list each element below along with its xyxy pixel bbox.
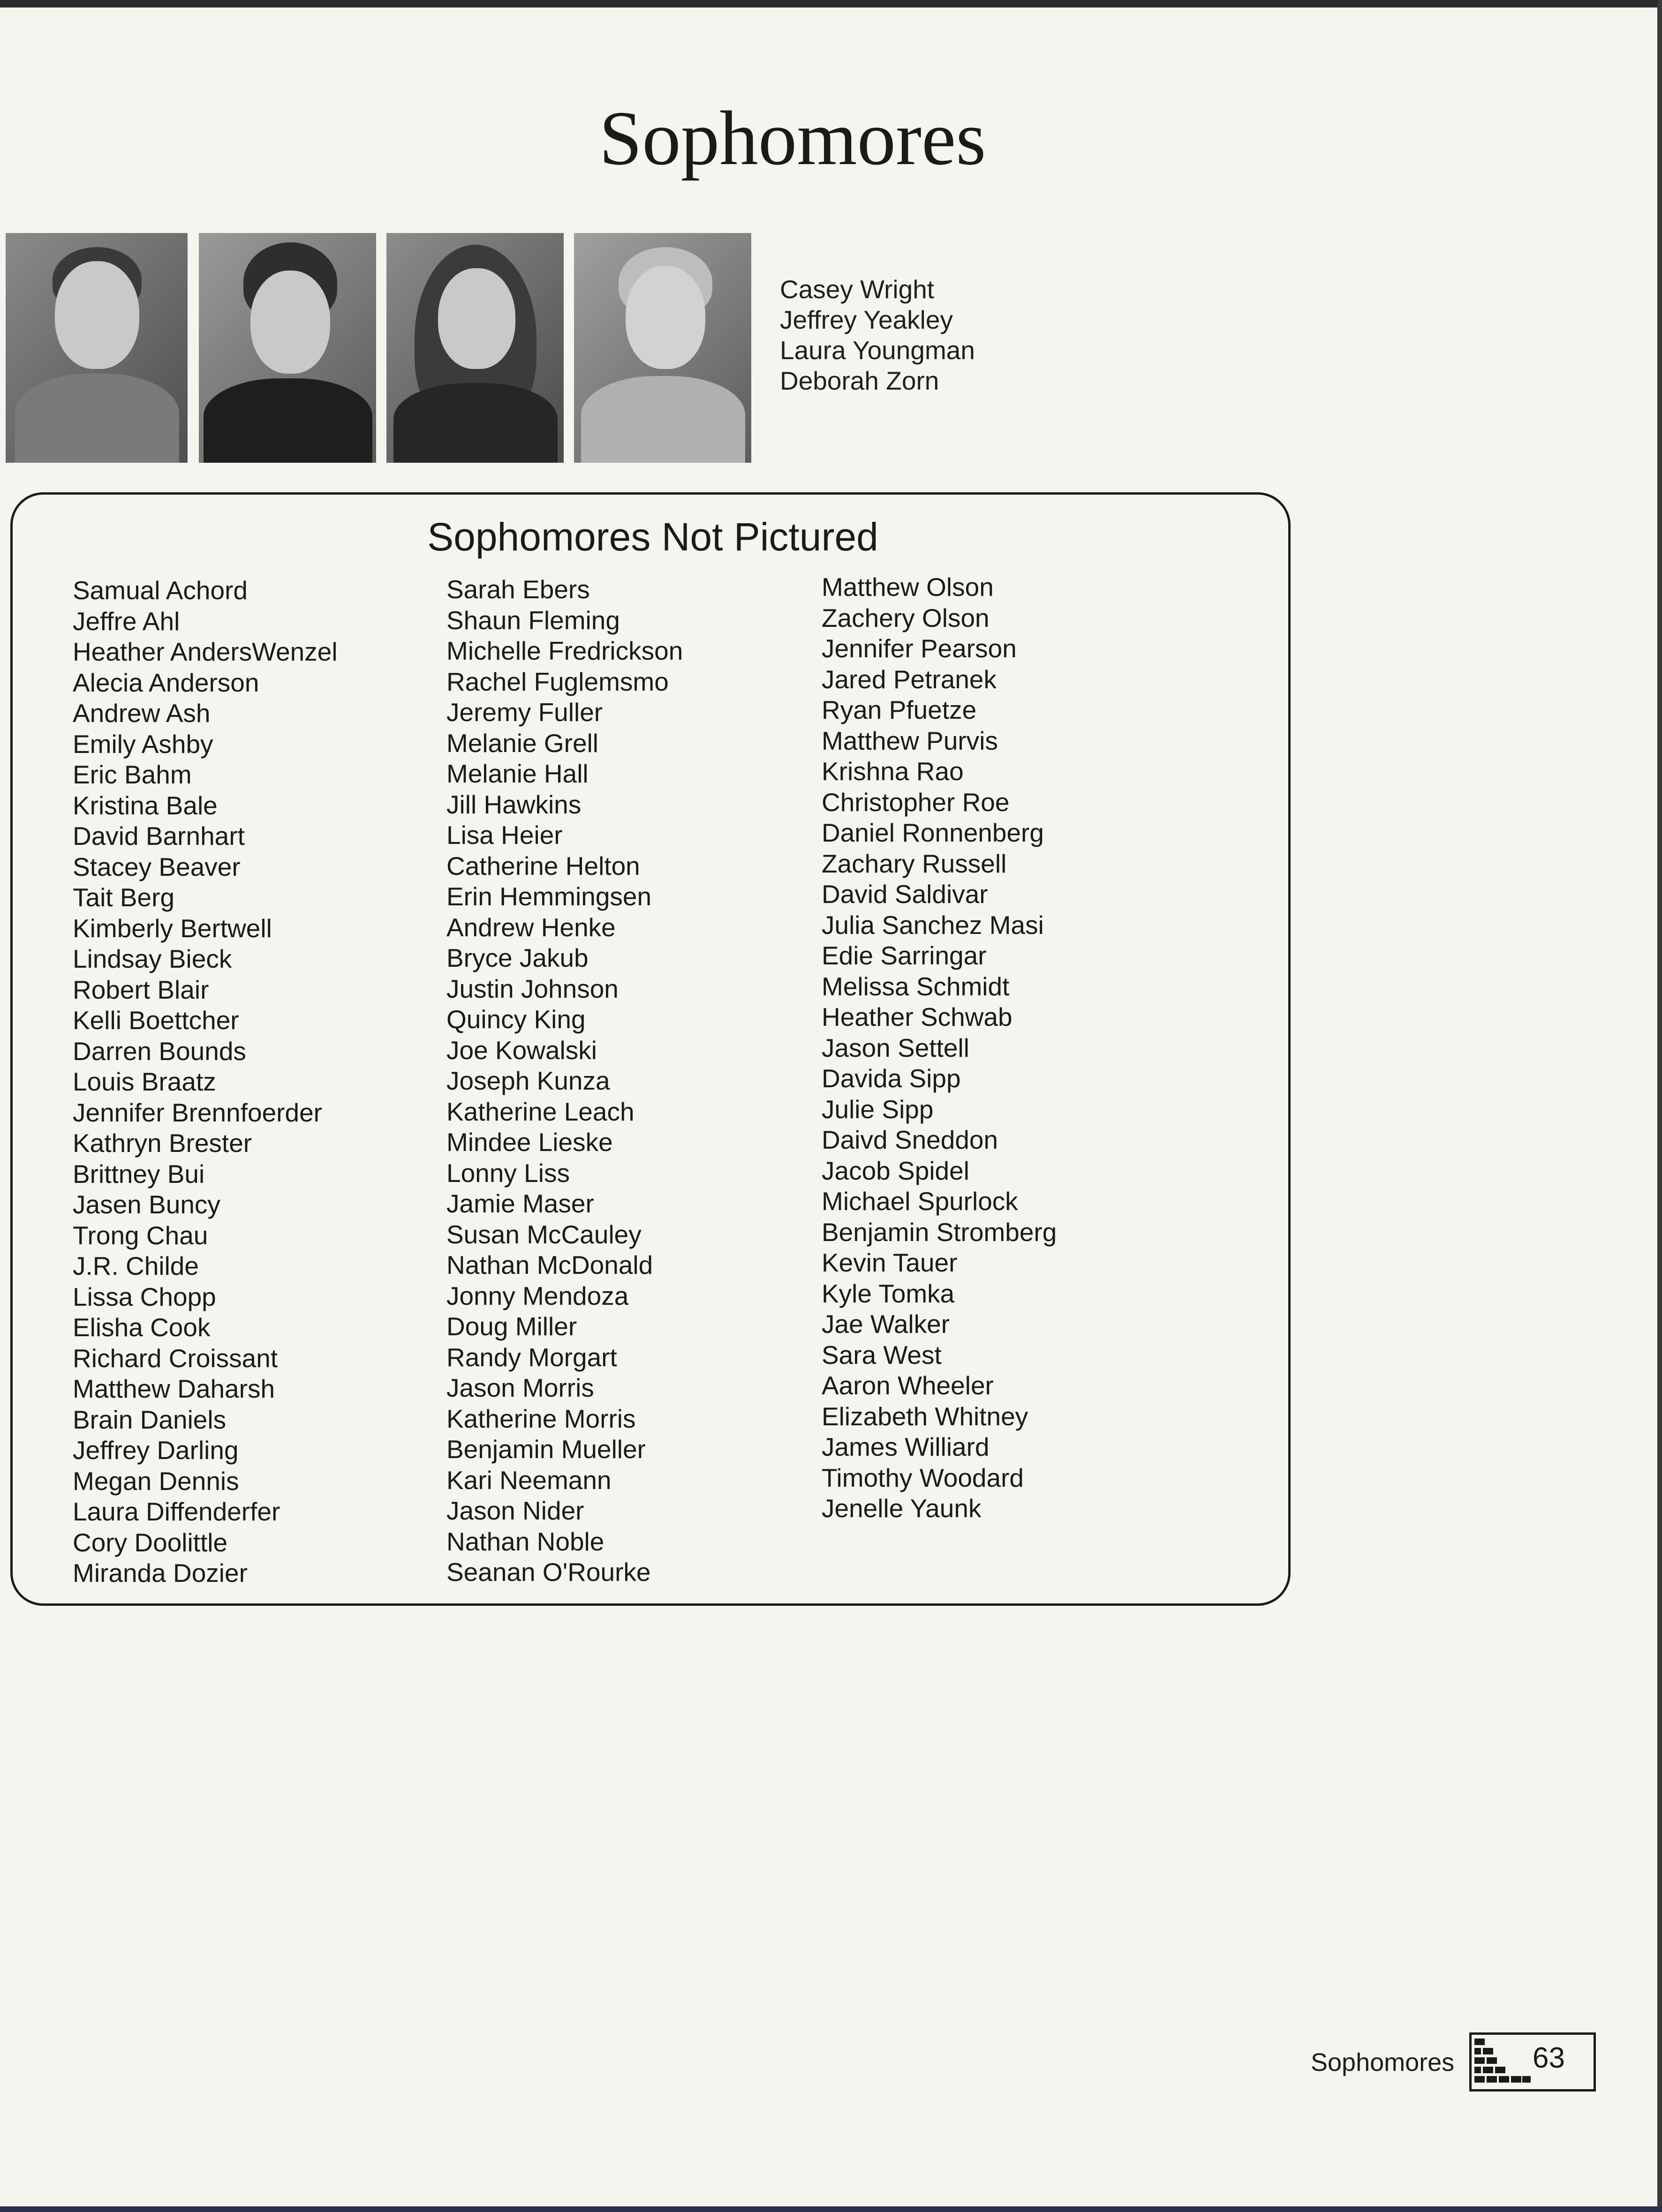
pictured-name: Laura Youngman bbox=[780, 336, 975, 365]
not-pictured-name: Zachary Russell bbox=[822, 849, 1007, 878]
footer-section-label: Sophomores bbox=[1311, 2048, 1455, 2077]
not-pictured-name: Randy Morgart bbox=[446, 1342, 617, 1372]
not-pictured-name: Matthew Olson bbox=[822, 572, 994, 602]
not-pictured-name: Matthew Daharsh bbox=[73, 1374, 275, 1403]
page-number: 63 bbox=[1533, 2042, 1565, 2074]
not-pictured-name: Nathan McDonald bbox=[446, 1250, 653, 1279]
not-pictured-name: Seanan O'Rourke bbox=[446, 1557, 651, 1587]
not-pictured-name: Daivd Sneddon bbox=[822, 1125, 998, 1154]
not-pictured-column-1 bbox=[73, 575, 338, 1589]
not-pictured-name: Andrew Henke bbox=[446, 912, 616, 942]
not-pictured-name: Ryan Pfuetze bbox=[822, 695, 977, 724]
not-pictured-name: Brittney Bui bbox=[73, 1159, 205, 1189]
portrait-photo bbox=[386, 233, 564, 463]
not-pictured-name: David Barnhart bbox=[73, 821, 245, 850]
not-pictured-name: Jasen Buncy bbox=[73, 1190, 220, 1219]
not-pictured-name: Jill Hawkins bbox=[446, 790, 582, 819]
not-pictured-name: Lissa Chopp bbox=[73, 1282, 216, 1311]
not-pictured-name: Melanie Grell bbox=[446, 728, 599, 758]
not-pictured-name: Susan McCauley bbox=[446, 1219, 642, 1249]
not-pictured-name: Edie Sarringar bbox=[822, 941, 987, 970]
pictured-name: Jeffrey Yeakley bbox=[780, 305, 953, 334]
not-pictured-name: Lisa Heier bbox=[446, 820, 563, 850]
not-pictured-name: Miranda Dozier bbox=[73, 1558, 248, 1588]
not-pictured-name: Justin Johnson bbox=[446, 974, 619, 1003]
not-pictured-name: Bryce Jakub bbox=[446, 943, 589, 972]
not-pictured-name: Jennifer Pearson bbox=[822, 634, 1017, 663]
not-pictured-name: Julie Sipp bbox=[822, 1094, 934, 1124]
not-pictured-name: Kimberly Bertwell bbox=[73, 913, 272, 943]
not-pictured-name: Elizabeth Whitney bbox=[822, 1401, 1028, 1431]
not-pictured-name: Nathan Noble bbox=[446, 1527, 604, 1556]
not-pictured-name: Katherine Leach bbox=[446, 1097, 635, 1126]
not-pictured-name: Tait Berg bbox=[73, 883, 175, 912]
not-pictured-name: Davida Sipp bbox=[822, 1064, 961, 1093]
not-pictured-name: Sarah Ebers bbox=[446, 575, 590, 604]
not-pictured-name: Kristina Bale bbox=[73, 790, 218, 820]
not-pictured-name: Stacey Beaver bbox=[73, 852, 241, 881]
page-top-edge bbox=[0, 0, 1662, 8]
not-pictured-name: Heather Schwab bbox=[822, 1002, 1012, 1031]
not-pictured-name: Jason Nider bbox=[446, 1496, 584, 1525]
not-pictured-name: Krishna Rao bbox=[822, 757, 964, 786]
not-pictured-name: Kari Neemann bbox=[446, 1465, 612, 1495]
not-pictured-name: Benjamin Stromberg bbox=[822, 1217, 1057, 1247]
not-pictured-name: Jenelle Yaunk bbox=[822, 1494, 982, 1523]
not-pictured-name: Shaun Fleming bbox=[446, 605, 620, 635]
not-pictured-name: Eric Bahm bbox=[73, 760, 192, 789]
not-pictured-name: Jonny Mendoza bbox=[446, 1281, 629, 1310]
not-pictured-name: Melissa Schmidt bbox=[822, 971, 1010, 1001]
not-pictured-name: Heather AndersWenzel bbox=[73, 637, 338, 666]
pictured-names-list bbox=[780, 274, 975, 396]
not-pictured-name: Michelle Fredrickson bbox=[446, 636, 683, 665]
not-pictured-name: Zachery Olson bbox=[822, 603, 990, 632]
not-pictured-name: Jae Walker bbox=[822, 1309, 950, 1339]
portrait-photo bbox=[199, 233, 376, 463]
not-pictured-name: Jennifer Brennfoerder bbox=[73, 1098, 322, 1127]
not-pictured-name: Mindee Lieske bbox=[446, 1128, 613, 1157]
not-pictured-name: Christopher Roe bbox=[822, 787, 1010, 817]
footer-page-box bbox=[1469, 2032, 1596, 2092]
pictured-name: Casey Wright bbox=[780, 275, 935, 304]
not-pictured-name: Kelli Boettcher bbox=[73, 1006, 239, 1035]
not-pictured-name: Richard Croissant bbox=[73, 1343, 278, 1373]
not-pictured-name: Sara West bbox=[822, 1340, 942, 1369]
not-pictured-name: Andrew Ash bbox=[73, 699, 211, 728]
brick-wall-icon bbox=[1472, 2035, 1533, 2089]
not-pictured-name: Jason Morris bbox=[446, 1373, 594, 1402]
not-pictured-name: Jamie Maser bbox=[446, 1189, 594, 1218]
not-pictured-name: Robert Blair bbox=[73, 975, 209, 1004]
not-pictured-name: Timothy Woodard bbox=[822, 1463, 1024, 1492]
not-pictured-name: James Williard bbox=[822, 1432, 990, 1461]
not-pictured-column-3 bbox=[822, 572, 1057, 1524]
portrait-photo bbox=[6, 233, 188, 463]
not-pictured-name: J.R. Childe bbox=[73, 1251, 199, 1280]
page-bottom-edge bbox=[0, 2206, 1662, 2212]
not-pictured-name: Katherine Morris bbox=[446, 1404, 636, 1433]
not-pictured-name: Joe Kowalski bbox=[446, 1035, 597, 1065]
not-pictured-box bbox=[10, 492, 1291, 1606]
not-pictured-name: Megan Dennis bbox=[73, 1466, 239, 1496]
not-pictured-name: Laura Diffenderfer bbox=[73, 1497, 280, 1526]
not-pictured-name: Benjamin Mueller bbox=[446, 1435, 646, 1464]
not-pictured-name: David Saldivar bbox=[822, 880, 988, 909]
not-pictured-name: Catherine Helton bbox=[446, 851, 640, 880]
page-title: Sophomores bbox=[599, 95, 986, 181]
not-pictured-name: Julia Sanchez Masi bbox=[822, 910, 1044, 940]
not-pictured-name: Daniel Ronnenberg bbox=[822, 818, 1044, 847]
not-pictured-name: Joseph Kunza bbox=[446, 1066, 610, 1095]
not-pictured-name: Lindsay Bieck bbox=[73, 944, 232, 973]
not-pictured-name: Louis Braatz bbox=[73, 1067, 216, 1096]
not-pictured-name: Kathryn Brester bbox=[73, 1129, 252, 1158]
not-pictured-name: Darren Bounds bbox=[73, 1036, 246, 1066]
not-pictured-name: Kyle Tomka bbox=[822, 1279, 955, 1308]
not-pictured-name: Doug Miller bbox=[446, 1312, 577, 1341]
not-pictured-name: Aaron Wheeler bbox=[822, 1371, 994, 1400]
not-pictured-name: Jeffrey Darling bbox=[73, 1436, 239, 1465]
not-pictured-name: Jason Settell bbox=[822, 1033, 969, 1062]
not-pictured-name: Emily Ashby bbox=[73, 729, 213, 759]
not-pictured-name: Trong Chau bbox=[73, 1220, 208, 1250]
not-pictured-name: Jacob Spidel bbox=[822, 1156, 969, 1185]
not-pictured-title: Sophomores Not Pictured bbox=[427, 515, 878, 559]
not-pictured-name: Lonny Liss bbox=[446, 1158, 570, 1188]
not-pictured-name: Elisha Cook bbox=[73, 1313, 211, 1342]
not-pictured-name: Alecia Anderson bbox=[73, 668, 259, 697]
page-right-edge bbox=[1657, 0, 1662, 2212]
not-pictured-name: Jeffre Ahl bbox=[73, 606, 180, 636]
not-pictured-name: Jared Petranek bbox=[822, 664, 997, 694]
not-pictured-name: Michael Spurlock bbox=[822, 1187, 1018, 1216]
portrait-row bbox=[6, 233, 756, 463]
portrait-photo bbox=[574, 233, 751, 463]
not-pictured-name: Matthew Purvis bbox=[822, 726, 998, 755]
not-pictured-name: Brain Daniels bbox=[73, 1405, 227, 1434]
pictured-name: Deborah Zorn bbox=[780, 366, 939, 395]
not-pictured-name: Jeremy Fuller bbox=[446, 698, 603, 727]
not-pictured-name: Rachel Fuglemsmo bbox=[446, 667, 669, 696]
not-pictured-name: Cory Doolittle bbox=[73, 1527, 228, 1557]
not-pictured-name: Melanie Hall bbox=[446, 759, 589, 788]
not-pictured-name: Kevin Tauer bbox=[822, 1248, 958, 1277]
not-pictured-name: Samual Achord bbox=[73, 576, 248, 605]
not-pictured-name: Quincy King bbox=[446, 1005, 586, 1034]
not-pictured-name: Erin Hemmingsen bbox=[446, 882, 652, 911]
not-pictured-column-2 bbox=[446, 574, 683, 1588]
